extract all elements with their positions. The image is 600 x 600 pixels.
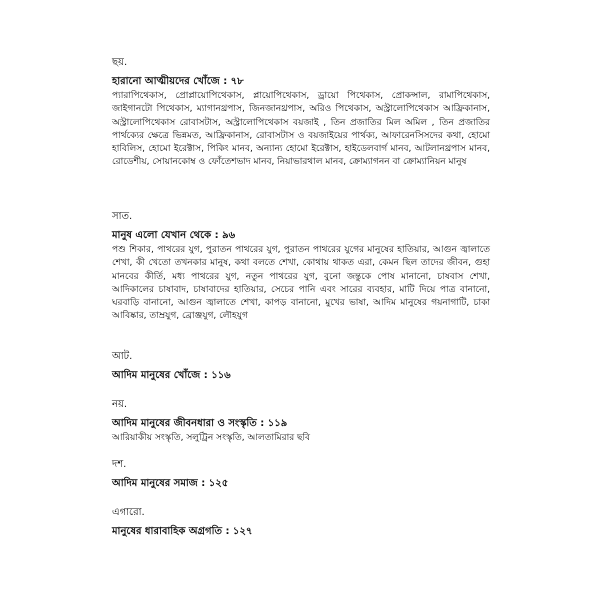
chapter-number: ছয়. [112,57,128,68]
chapter-9 [112,398,490,445]
chapter-heading: আদিম মানুষের সমাজ : ১২৫ [112,478,229,489]
chapter-10 [112,458,490,492]
chapter-topics: আরিয়াকীয় সংস্কৃতি, সলুট্রিন সংস্কৃতি, আলতামিরার ছবি [112,433,311,443]
chapter-topics: পশু শিকার, পাথরের যুগ, পুরাতন পাথরের যুগ, পুরাতন পাথরের যুগের মানুষের হাতিয়ার, আগুন জ্বালাতে শেখা, কী খেতো তখনকার মানুষ, কথা বলতে শেখা, কোথায় থাকত এরা, কেমন ছিল তাদের জীবন, গুহা মানবের কীর্তি, মধ্য পাথরের যুগ, নতুন পাথরের যুগ, বুনো জন্তুকে পোষ মানানো, চাষবাস শেখা, আদিকালের চাষাবাদ, চাষাবাদের হাতিয়ার, সেচের পানি এবং সারের ব্যবহার, মাটি দিয়ে পাত্র বানানো, ঘরবাড়ি বানানো, আগুন জ্বালাতে শেখা, কাপড় বানানো, মুখের ভাষা, আদিম মানুষের গয়নাগাটি, চাকা আবিষ্কার, তাম্রযুগ, ব্রোঞ্জযুগ, লৌহযুগ [112,245,490,322]
chapter-number: এগারো. [112,507,145,518]
chapter-heading: আদিম মানুষের খোঁজে : ১১৬ [112,370,231,381]
chapter-heading: মানুষের ধারাবাহিক অগ্রগতি : ১২৭ [112,526,253,537]
chapter-number: আট. [112,351,133,362]
chapter-number: নয়. [112,399,128,410]
chapter-number: সাত. [112,211,133,222]
chapter-6 [112,56,490,170]
chapter-topics: প্যারাপিথেকাস, প্রোপ্লায়োপিথেকাস, প্লায়োপিথেকাস, ড্রায়ো পিথেকাস, প্রোকন্সাল, রামাপিথেকাস, জাইগানটো পিথেকাস, ম্যাগানথ্রপাস, জিনজানথ্রপাস, অরিও পিথেকাস, অস্ট্রালোপিথেকাস আফ্রিকানাস, অস্ট্রালোপিথেকাস রোবাসটাস, অস্ট্রালোপিথেকাস বয়জাই , তিন প্রজাতির মিল অমিল , তিন প্রজাতির পার্থক্যের ক্ষেত্রে ভিন্নমত, আফ্রিকানাস, রোবাসটাস ও বয়জাইয়ের পার্থক্য, আফারেনসিসদের কথা, হোমো হাবিলিস, হোমো ইরেক্টাস, পিকিং মানব, অন্যান্য হোমো ইরেক্টাস, হাইডেলবার্গ মানব, আটলানথ্রপাস মানব, রোডেশীয়, সোয়ানকোম্ব ও ফোঁতেশভাদ মানব, নিয়াভারথাল মানব, ক্রোম্যাগনন বা ক্রোম্যানিয়ন মানুষ [112,91,490,168]
chapter-11 [112,506,490,540]
chapter-heading: আদিম মানুষের জীবনধারা ও সংস্কৃতি : ১১৯ [112,418,288,429]
chapter-8 [112,350,490,384]
chapter-7 [112,210,490,324]
chapter-heading: মানুষ এলো যেখান থেকে : ৯৬ [112,230,236,241]
chapter-heading: হারানো আত্মীয়দের খোঁজে : ৭৮ [112,76,244,87]
chapter-number: দশ. [112,459,127,470]
